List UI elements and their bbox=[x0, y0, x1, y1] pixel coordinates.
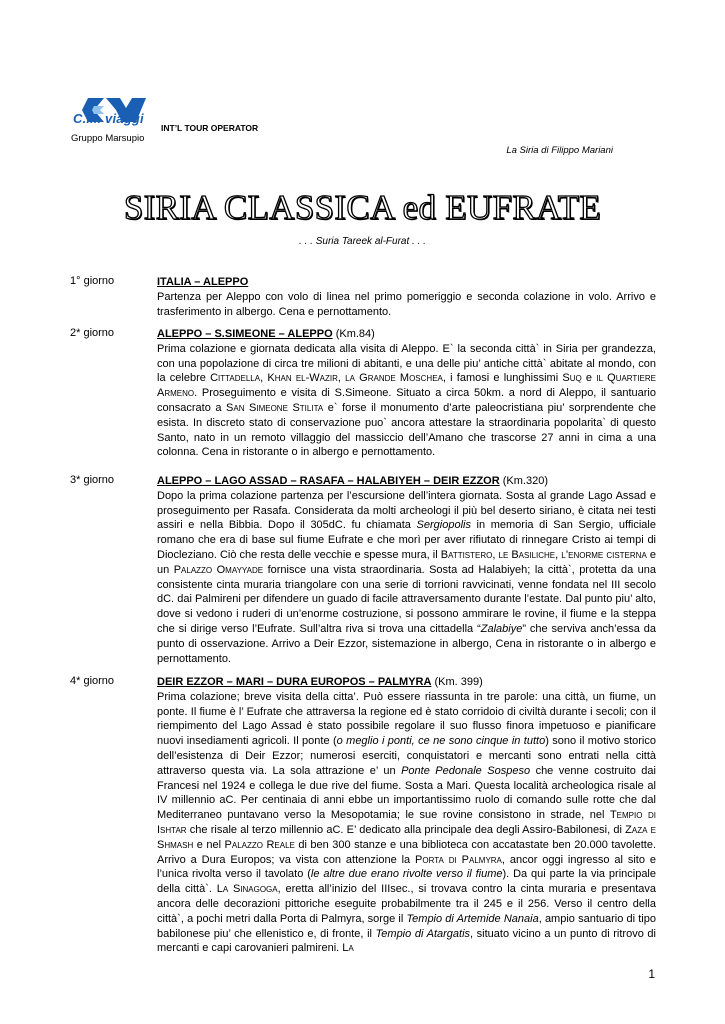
day-2-body: ALEPPO – S.SIMEONE – ALEPPO (Km.84) Prima colazione e giornata dedicata alla visita di Aleppo. E` la seconda città` in Siria per grandezza, con una popolazione di circa tre milioni di abitanti, e una delle piu’ antiche città` abitate al mondo, con la celebre Cittadella, Khan el-Wazir, la Grande Moschea, i famosi e lunghissimi Suq e il Quartiere Armeno. Proseguimento e visita di S.Simeone. Situato a circa 50km. a nord di Aleppo, il santuario consacrato a San Simeone Stilita e` forse il monumento d’arte paleocristiana piu’ sorprendente che esista. In discreto stato di conservazione puo` ancora attestare la straordinaria popolarita` di questo Santo, nato in un remoto villaggio del massiccio dell’Amano che trascorse 27 anni in cima a una colonna. Cena in ristorante o in albergo e pernottamento. bbox=[157, 328, 656, 459]
day-3-km: (Km.320) bbox=[502, 475, 548, 487]
day-3-route: ALEPPO – LAGO ASSAD – RASAFA – HALABIYEH – DEIR EZZOR bbox=[157, 475, 500, 487]
day-2-label: 2* giorno bbox=[70, 327, 115, 339]
day-1-label: 1° giorno bbox=[70, 275, 115, 287]
page-subtitle: . . . Suria Tareek al-Furat . . . bbox=[299, 236, 426, 247]
day-4-km: (Km. 399) bbox=[434, 676, 483, 688]
day-4-label: 4* giorno bbox=[70, 675, 115, 687]
author-credit: La Siria di Filippo Mariani bbox=[506, 145, 613, 156]
day-3-body: ALEPPO – LAGO ASSAD – RASAFA – HALABIYEH – DEIR EZZOR (Km.320) Dopo la prima colazione partenza per l’escursione dell’intera giornata. Sosta al grande Lago Assad e proseguimento per Rasafa. Considerata da molti archeologi il più bel deserto siriano, è citata nei testi assiri e nella Bibbia. Dopo il 305dC. fu chiamata Sergiopolis in memoria di San Sergio, ufficiale romano che era di base sul fiume Eufrate e che morì per aver rifiutato di rinnegare Cristo ai tempi di Diocleziano. Ciò che resta delle vecchie e spesse mura, il Battistero, le Basiliche, l’enorme cisterna e un Palazzo Omayyade fornisce una vista straordinaria. Sosta ad Halabiyeh; la città`, protetta da una consistente cinta muraria triangolare con una serie di torrioni ravvicinati, venne fondata nel III secolo dC. dai Palmireni per difendere un guado di facile attraversamento durante l’estate. Dal punto piu’ alto, dove si vedono i ruderi di un’enorme costruzione, si possono ammirare le rovine, il fiume e la steppa che si dirige verso l’Eufrate. Sull’altra riva si trova una cittadella “Zalabiye” che serviva anch’essa da punto di osservazione. Arrivo a Deir Ezzor, sistemazione in albergo, Cena in ristorante o in albergo e pernottamento. bbox=[157, 475, 656, 665]
group-name: Gruppo Marsupio bbox=[71, 133, 145, 144]
day-4-body: DEIR EZZOR – MARI – DURA EUROPOS – PALMYRA (Km. 399) Prima colazione; breve visita della citta’. Può essere riassunta in tre parole: una città, un fiume, un ponte. Il fiume è l’ Eufrate che attraversa la regione ed è stato corridoio di civiltà durante i secoli; con il riempimento del Lago Assad è stato possibile regolare il suo flusso finora impetuoso e pianificare nuovi insediamenti agricoli. Il ponte (o meglio i ponti, ce ne sono cinque in tutto) sono il motivo storico dell’esistenza di Deir Ezzor; numerosi eserciti, conquistatori e mercanti sono entrati nella città attraverso questa via. La sola attrazione e’ un Ponte Pedonale Sospeso che venne costruito dai Francesi nel 1924 e collega le due rive del fiume. Sosta a Mari. Questa località archeologica risale al IV millennio aC. Per centinaia di anni ebbe un importantissimo ruolo di comando sulle rotte che dal Mediterraneo puntavano verso la Mesopotamia; le sue rovine consistono in strade, nel Tempio di Ishtar che risale al terzo millennio aC. E’ dedicato alla principale dea degli Assiro-Babilonesi, di Zaza e Shmash e nel Palazzo Reale di ben 300 stanze e una biblioteca con accatastate ben 20.000 tavolette. Arrivo a Dura Europos; va vista con attenzione la Porta di Palmyra, ancor oggi ingresso al sito e l’unica rivolta verso il tavolato (le altre due erano rivolte verso il fiume). Da qui parte la via principale della città`. La Sinagoga, eretta all’inizio del IIIsec., si trovava contro la cinta muraria e presentava ancora delle decorazioni pittoriche eseguite probabilmente tra il 245 e il 256. Verso il centro della città`, a pochi metri dalla Porta di Palmyra, sorge il Tempio di Artemide Nanaia, ampio santuario di tipo babilonese piu’ che ellenistico e, di fronte, il Tempio di Atargatis, situato vicino a un punto di ritrovo di mercanti e capi carovanieri palmireni. La bbox=[157, 676, 657, 955]
day-2-route: ALEPPO – S.SIMEONE – ALEPPO bbox=[157, 328, 333, 340]
logo-text: C.M. viaggi bbox=[73, 111, 144, 126]
page-number: 1 bbox=[648, 967, 655, 981]
day-4-route: DEIR EZZOR – MARI – DURA EUROPOS – PALMYRA bbox=[157, 676, 432, 688]
page-title: SIRIA CLASSICA ed EUFRATE bbox=[123, 188, 602, 227]
day-3-label: 3* giorno bbox=[70, 474, 115, 486]
day-1-route: ITALIA – ALEPPO bbox=[157, 276, 249, 288]
day-1-body: ITALIA – ALEPPO Partenza per Aleppo con volo di linea nel primo pomeriggio e seconda colazione in volo. Arrivo e trasferimento in albergo. Cena e pernottamento. bbox=[157, 276, 656, 318]
tour-operator: INT’L TOUR OPERATOR bbox=[161, 123, 259, 133]
day-2-km: (Km.84) bbox=[335, 328, 375, 340]
